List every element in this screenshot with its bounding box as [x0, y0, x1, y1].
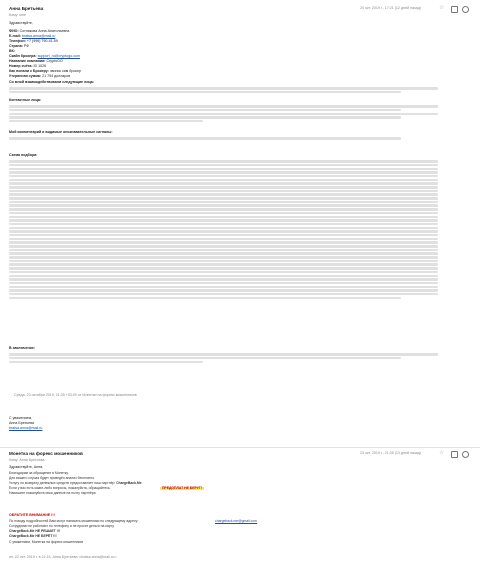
field-lost-amount: Утерянная сумма: 21 794 долларов — [9, 74, 71, 78]
star-icon[interactable]: ☆ — [439, 450, 445, 456]
recipient-line[interactable]: Кому: мне — [9, 13, 26, 17]
closing-label: В заключение: — [9, 346, 36, 350]
contacts-list — [9, 104, 470, 124]
message-date: 24 окт. 2019 г., 17:21 (12 дней назад) — [360, 6, 421, 10]
intro-line-1: Благодарим за обращение в Монетку. — [9, 471, 69, 475]
field-label-name: ФИО: Сотникова Анна Анатольевна — [9, 29, 70, 33]
partner-email[interactable]: chargeback.me@gmail.com — [215, 519, 258, 523]
quoted-header: Среда, 23 октября 2019, 21:35 +03:00 от Монетки на форекс мошенников — [14, 393, 137, 397]
field-country: Страна: РФ — [9, 44, 30, 48]
intro-line-5: Напишите пожалуйста свои данные на почту партнёра. — [9, 491, 97, 495]
attention-title: ОБРАТИТЕ ВНИМАНИЕ !!! — [9, 513, 55, 517]
section-title: Со мной взаимодействовали следующие лица: — [9, 80, 94, 84]
signature-2: С уважением, Монетка на форекс мошенников — [9, 540, 84, 544]
greeting-2: Здравствуйте, Анна, — [9, 465, 44, 469]
field-how: Как попали к Брокеру: звонок сам брокер — [9, 69, 81, 73]
sign-off-email[interactable]: bratsa.anna@mail.ru — [9, 426, 43, 430]
sender-name[interactable]: Анна Бретьева — [9, 6, 44, 11]
sender-name-2[interactable]: Монетка на форекс мошенников — [9, 451, 83, 456]
contacts-title: Контактные лица: — [9, 98, 42, 102]
field-email: E-mail: bratsa.anna@mail.ru — [9, 34, 56, 38]
attention-line-2: Сотрудники не работают по телефону и не просят деньги на карту. — [9, 524, 115, 528]
message-divider — [0, 447, 480, 448]
message-date-2: 23 окт. 2019 г., 21:35 (13 дней назад) — [360, 451, 421, 455]
intro-line-4: Если у вас есть какие-либо вопросы, пожалуйста, обращайтесь. — [9, 486, 111, 490]
field-skype: Скайп брокера: support_ru@cryptogo.com — [9, 54, 80, 58]
partner-label: ChargeBack.Me — [116, 481, 142, 485]
reply-icon[interactable] — [451, 451, 458, 458]
complaint-title: Схема подбора: — [9, 153, 38, 157]
note-text — [9, 136, 470, 141]
sign-off-name: Анна Бретьева — [9, 421, 34, 425]
reply-icon[interactable] — [451, 6, 458, 13]
field-vk: ВК: — [9, 49, 15, 53]
warning-badge: ПРЕДОПЛАТ НЕ БЕРУТ! — [162, 486, 202, 490]
intro-line-2: Для вашего случая будет проведён анализ бесплатно. — [9, 476, 96, 480]
quote-header-2: пн. 22 окт. 2019 г. в 21:15, Анна Бретьева <bratsa.anna@mail.ru>: — [9, 555, 118, 559]
sign-off: С уважением, — [9, 416, 33, 420]
field-company: Название компании: CryptoGO — [9, 59, 63, 63]
attention-line-4: ChargeBack.Me НЕ БЕРЁТ !!! — [9, 534, 57, 538]
field-phone: Телефон: +7 (996) 790-41-59 — [9, 39, 58, 43]
footer-note: Мой комментарий и видимые опознавательные сигналы: — [9, 130, 113, 134]
field-account: Номер счёта: ID 1026 — [9, 64, 47, 68]
complaint-body — [9, 159, 470, 300]
more-options-icon[interactable] — [462, 6, 469, 13]
staff-list — [9, 86, 470, 95]
recipient-line-2[interactable]: Кому: Анна Бретьева — [9, 458, 45, 462]
star-icon[interactable]: ☆ — [439, 5, 445, 11]
closing-body — [9, 352, 470, 364]
intro-line-3: Услугу по возврату денежных средств предоставляет наш партнёр: ChargeBack.Me — [9, 481, 142, 485]
more-options-icon[interactable] — [462, 451, 469, 458]
attention-line-3: ChargeBack.Me НЕ РЕШАЕТ !!! — [9, 529, 61, 533]
greeting: Здравствуйте, — [9, 21, 33, 25]
attention-line-1: По поводу подробностей Вам могут написать мошенники по следующему адресу: — [9, 519, 139, 523]
